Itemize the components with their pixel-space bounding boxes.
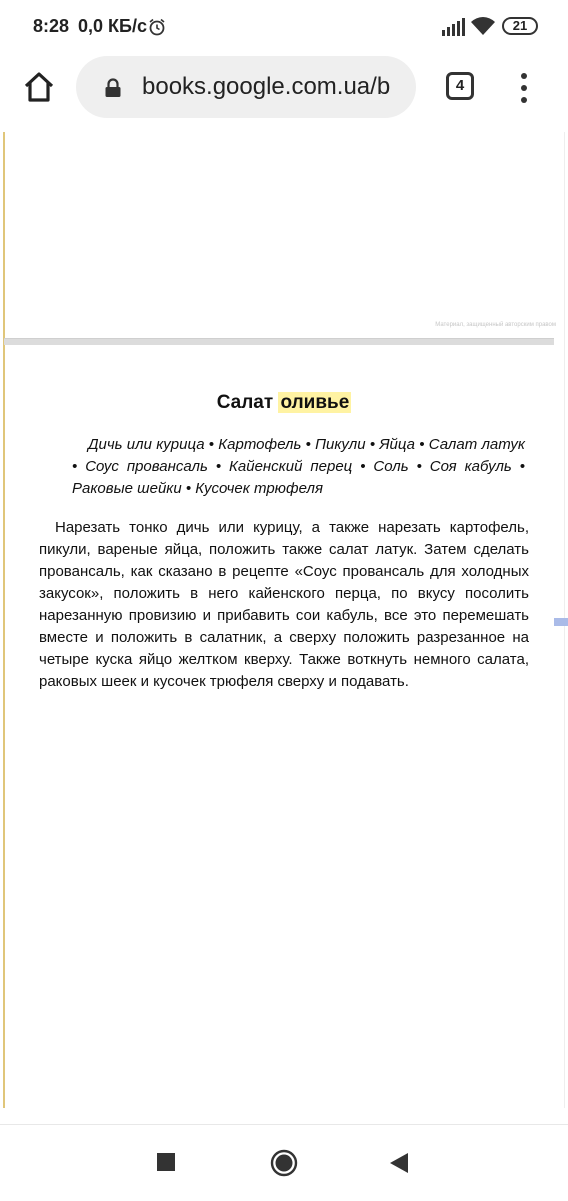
address-bar[interactable] <box>76 56 416 118</box>
status-time: 8:28 <box>33 16 70 36</box>
book-page-viewer[interactable] <box>0 132 568 1124</box>
lock-icon <box>104 78 122 98</box>
recipe-text: Нарезать тонко дичь или курицу, а также нарезать картофель, пикули, вареные яйца, положить также салат латук. Затем сделать провансаль, как сказано в рецепте «Соус провансаль для холодных закусок», положить в него кайенского перца, по вкусу посолить нарезанную провизию и прибавить сои кабуль, все это перемешать вместе и положить в салатник, а сверху положить разрезанное на четыре куска яйцо желтком кверху. Также воткнуть немного салата, раковых шеек и кусочек трюфеля сверху и подавать. <box>39 519 529 690</box>
navigation-bar <box>0 1124 568 1201</box>
signal-icon <box>441 18 465 36</box>
wifi-icon <box>470 16 496 36</box>
copyright-note: Материал, защищенный авторским правом <box>435 322 556 328</box>
ingredients-list: Дичь или курица • Картофель • Пикули • Яйца • Салат латук • Соус провансаль • Кайенский перец • Соль • Соя кабуль • Раковые шейки • Кусочек трюфеля <box>72 436 525 497</box>
scroll-thumb[interactable] <box>554 618 568 626</box>
url-text: books.google.com.ua/b <box>142 73 391 100</box>
network-speed: 0,0 КБ/с <box>78 16 147 36</box>
page-left-border <box>3 132 5 1108</box>
status-bar <box>0 0 568 56</box>
tabs-button[interactable]: 4 <box>446 72 474 100</box>
battery-indicator: 21 <box>502 17 538 35</box>
menu-icon[interactable] <box>514 72 534 104</box>
recents-icon[interactable] <box>157 1153 175 1171</box>
alarm-icon <box>148 18 166 36</box>
page-separator <box>4 338 554 345</box>
recipe-title <box>0 392 568 414</box>
nav-home-icon[interactable] <box>270 1149 298 1177</box>
browser-toolbar <box>0 56 568 132</box>
title-text: Салат <box>216 392 279 413</box>
home-icon[interactable] <box>22 70 56 104</box>
title-highlight: оливье <box>280 392 350 413</box>
back-icon[interactable] <box>388 1151 410 1175</box>
